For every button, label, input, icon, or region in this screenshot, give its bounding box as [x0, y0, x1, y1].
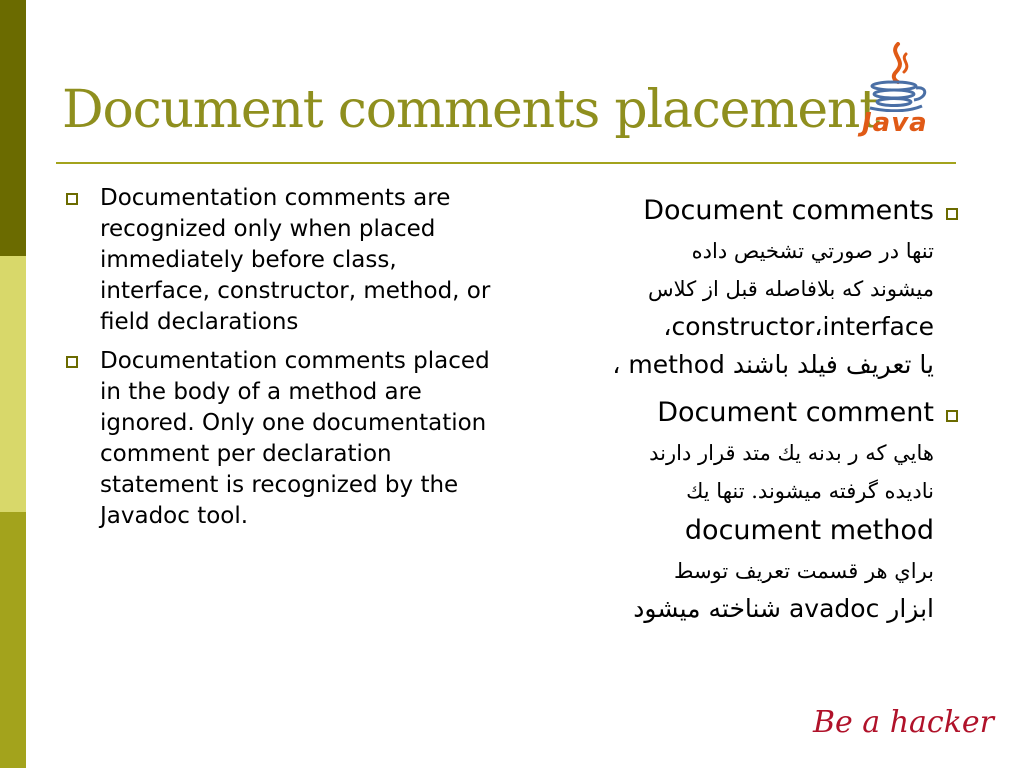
bullet-text: Documentation comments placed in the body of a method are ignored. Only one documentation comment per declaration statement is recognized by the Javadoc tool. [100, 348, 490, 529]
list-item [548, 190, 978, 384]
bullet-line: Document comments [643, 195, 934, 226]
bullet-line: تنها در صورتي تشخيص داده [691, 239, 934, 263]
java-logo-text: Java [862, 108, 928, 138]
bullet-line: هايي كه ر بدنه يك متد قرار دارند [649, 441, 934, 465]
square-bullet-icon [946, 208, 958, 220]
bullet-line: براي هر قسمت تعريف توسط [674, 559, 934, 583]
slide-title: Document comments placement [62, 80, 879, 140]
bullet-line: Document comment [657, 397, 934, 428]
java-coffee-cup-icon [858, 42, 940, 112]
bullet-text: Documentation comments are recognized only when placed immediately before class, interface, constructor, method, or field declarations [100, 185, 491, 335]
side-bar-middle [0, 256, 26, 512]
bullet-line: document method [684, 515, 934, 546]
bullet-line: ميشوند كه بلافاصله قبل از كلاس [648, 277, 934, 301]
persian-bullet-list [548, 190, 978, 636]
bullet-line: ناديده گرفته ميشوند. تنها يك [686, 479, 934, 503]
list-item [548, 392, 978, 628]
square-bullet-icon [66, 356, 78, 368]
java-logo [858, 42, 940, 142]
list-item [62, 346, 492, 532]
list-item [62, 183, 492, 338]
title-divider [56, 162, 956, 164]
side-bar-bottom [0, 512, 26, 768]
footer-tagline: Be a hacker [812, 705, 994, 740]
english-bullet-list [62, 183, 492, 540]
bullet-line: ابزار avadoc شناخته ميشود [633, 594, 934, 623]
square-bullet-icon [946, 410, 958, 422]
square-bullet-icon [66, 193, 78, 205]
bullet-line: يا تعريف فيلد باشند method ، [612, 350, 934, 379]
side-bar-top [0, 0, 26, 256]
bullet-line: constructor،interface، [663, 312, 934, 341]
